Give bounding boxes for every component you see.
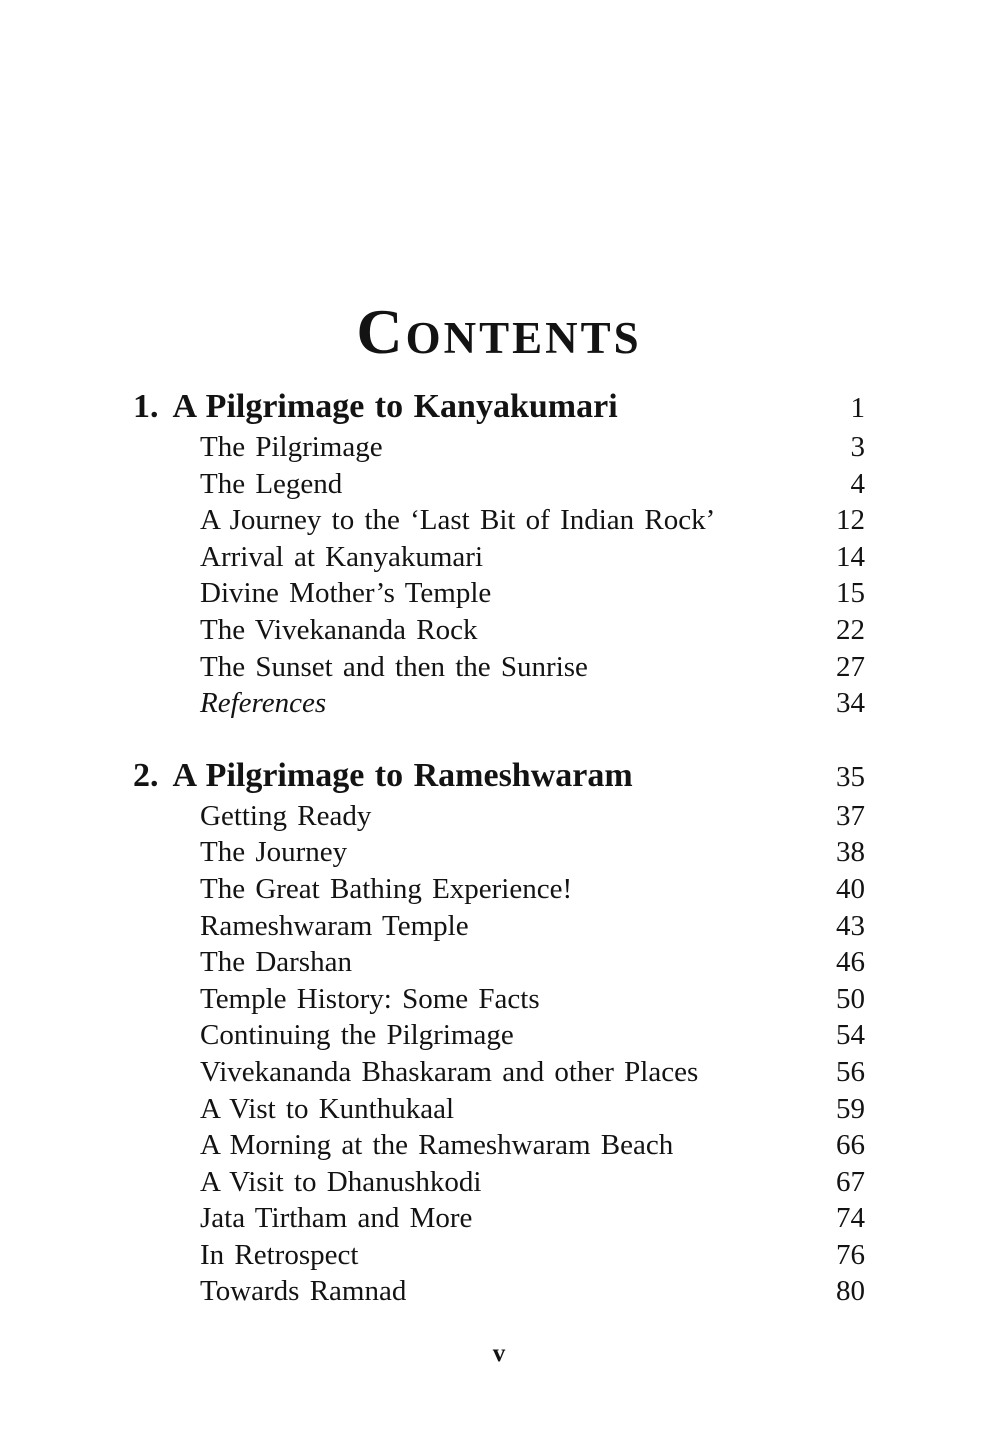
entry-page-number: 50	[836, 982, 865, 1015]
entry-page-number: 56	[836, 1055, 865, 1088]
toc-entry	[133, 908, 865, 945]
entry-page-number: 27	[836, 650, 865, 683]
toc-chapter-1-heading	[133, 386, 865, 429]
entry-page-number: 3	[850, 431, 865, 463]
entry-page-number: 38	[836, 836, 865, 869]
toc-entry	[133, 1017, 865, 1054]
toc-entry	[133, 1054, 865, 1091]
entry-page-number: 59	[836, 1092, 865, 1125]
chapter-page-number: 1	[850, 392, 865, 424]
toc-entry	[133, 1237, 865, 1274]
toc-entry	[133, 649, 865, 686]
toc-entry	[133, 1127, 865, 1164]
entry-title: The Darshan	[200, 946, 352, 979]
chapter-title: A Pilgrimage to Kanyakumari	[172, 388, 618, 425]
entry-page-number: 67	[836, 1165, 865, 1198]
toc-entry	[133, 502, 865, 539]
entry-page-number: 15	[836, 577, 865, 610]
chapter-page-number: 35	[836, 760, 865, 793]
toc-entry	[133, 981, 865, 1018]
toc-entry	[133, 612, 865, 649]
entry-title: A Journey to the ‘Last Bit of Indian Rock’	[200, 504, 716, 537]
entry-title: Vivekananda Bhaskaram and other Places	[200, 1055, 699, 1088]
toc-entry	[133, 1091, 865, 1128]
entry-title: The Great Bathing Experience!	[200, 872, 573, 905]
chapter-title: A Pilgrimage to Rameshwaram	[172, 756, 633, 794]
toc-entry	[133, 575, 865, 612]
entry-page-number: 76	[836, 1238, 865, 1271]
entry-title: The Journey	[200, 836, 348, 869]
entry-page-number: 80	[836, 1275, 865, 1308]
entry-title: Towards Ramnad	[200, 1275, 407, 1308]
entry-page-number: 54	[836, 1019, 865, 1052]
chapter-label	[133, 386, 618, 427]
entry-title: In Retrospect	[200, 1238, 359, 1271]
entry-page-number: 22	[836, 613, 865, 646]
entry-page-number: 40	[836, 872, 865, 905]
entry-title: Jata Tirtham and More	[200, 1202, 473, 1235]
table-of-contents	[133, 386, 865, 1310]
folio-page-number: v	[492, 1340, 506, 1368]
entry-title: A Morning at the Rameshwaram Beach	[200, 1129, 674, 1162]
entry-page-number: 34	[836, 687, 865, 720]
entry-page-number: 74	[836, 1202, 865, 1235]
entry-title: Divine Mother’s Temple	[200, 577, 492, 610]
toc-entry	[133, 466, 865, 503]
entry-page-number: 66	[836, 1129, 865, 1162]
chapter-number: 1.	[133, 388, 159, 425]
entry-title: Rameshwaram Temple	[200, 909, 469, 942]
toc-entry	[133, 798, 865, 835]
entry-title: Temple History: Some Facts	[200, 982, 540, 1015]
page-title	[133, 296, 865, 367]
toc-entry	[133, 1200, 865, 1237]
entry-title: The Pilgrimage	[200, 431, 383, 463]
entry-title: A Visit to Dhanushkodi	[200, 1165, 482, 1198]
entry-title: Continuing the Pilgrimage	[200, 1019, 514, 1052]
entry-page-number: 37	[836, 799, 865, 832]
toc-entry	[133, 1164, 865, 1201]
chapter-number: 2.	[133, 756, 159, 794]
toc-chapter-2-heading	[133, 755, 865, 798]
entry-title: The Sunset and then the Sunrise	[200, 650, 588, 683]
entry-title: The Legend	[200, 467, 343, 500]
chapter-label	[133, 755, 633, 796]
title-initial-letter: C	[356, 296, 406, 367]
entry-title: The Vivekananda Rock	[200, 613, 478, 646]
toc-entry	[133, 539, 865, 576]
title-rest: ONTENTS	[405, 313, 642, 363]
toc-entry	[133, 871, 865, 908]
entry-page-number: 43	[836, 909, 865, 942]
entry-page-number: 4	[850, 467, 865, 500]
toc-entry	[133, 429, 865, 466]
toc-entry	[133, 834, 865, 871]
toc-entry	[133, 944, 865, 981]
entry-title: A Vist to Kunthukaal	[200, 1092, 455, 1125]
entry-page-number: 46	[836, 946, 865, 979]
entry-title: Getting Ready	[200, 799, 372, 832]
entry-page-number: 12	[836, 504, 865, 537]
entry-page-number: 14	[836, 540, 865, 573]
entry-title: Arrival at Kanyakumari	[200, 540, 484, 573]
entry-title: References	[200, 687, 327, 720]
toc-entry	[133, 1273, 865, 1310]
toc-entry-references	[133, 685, 865, 722]
